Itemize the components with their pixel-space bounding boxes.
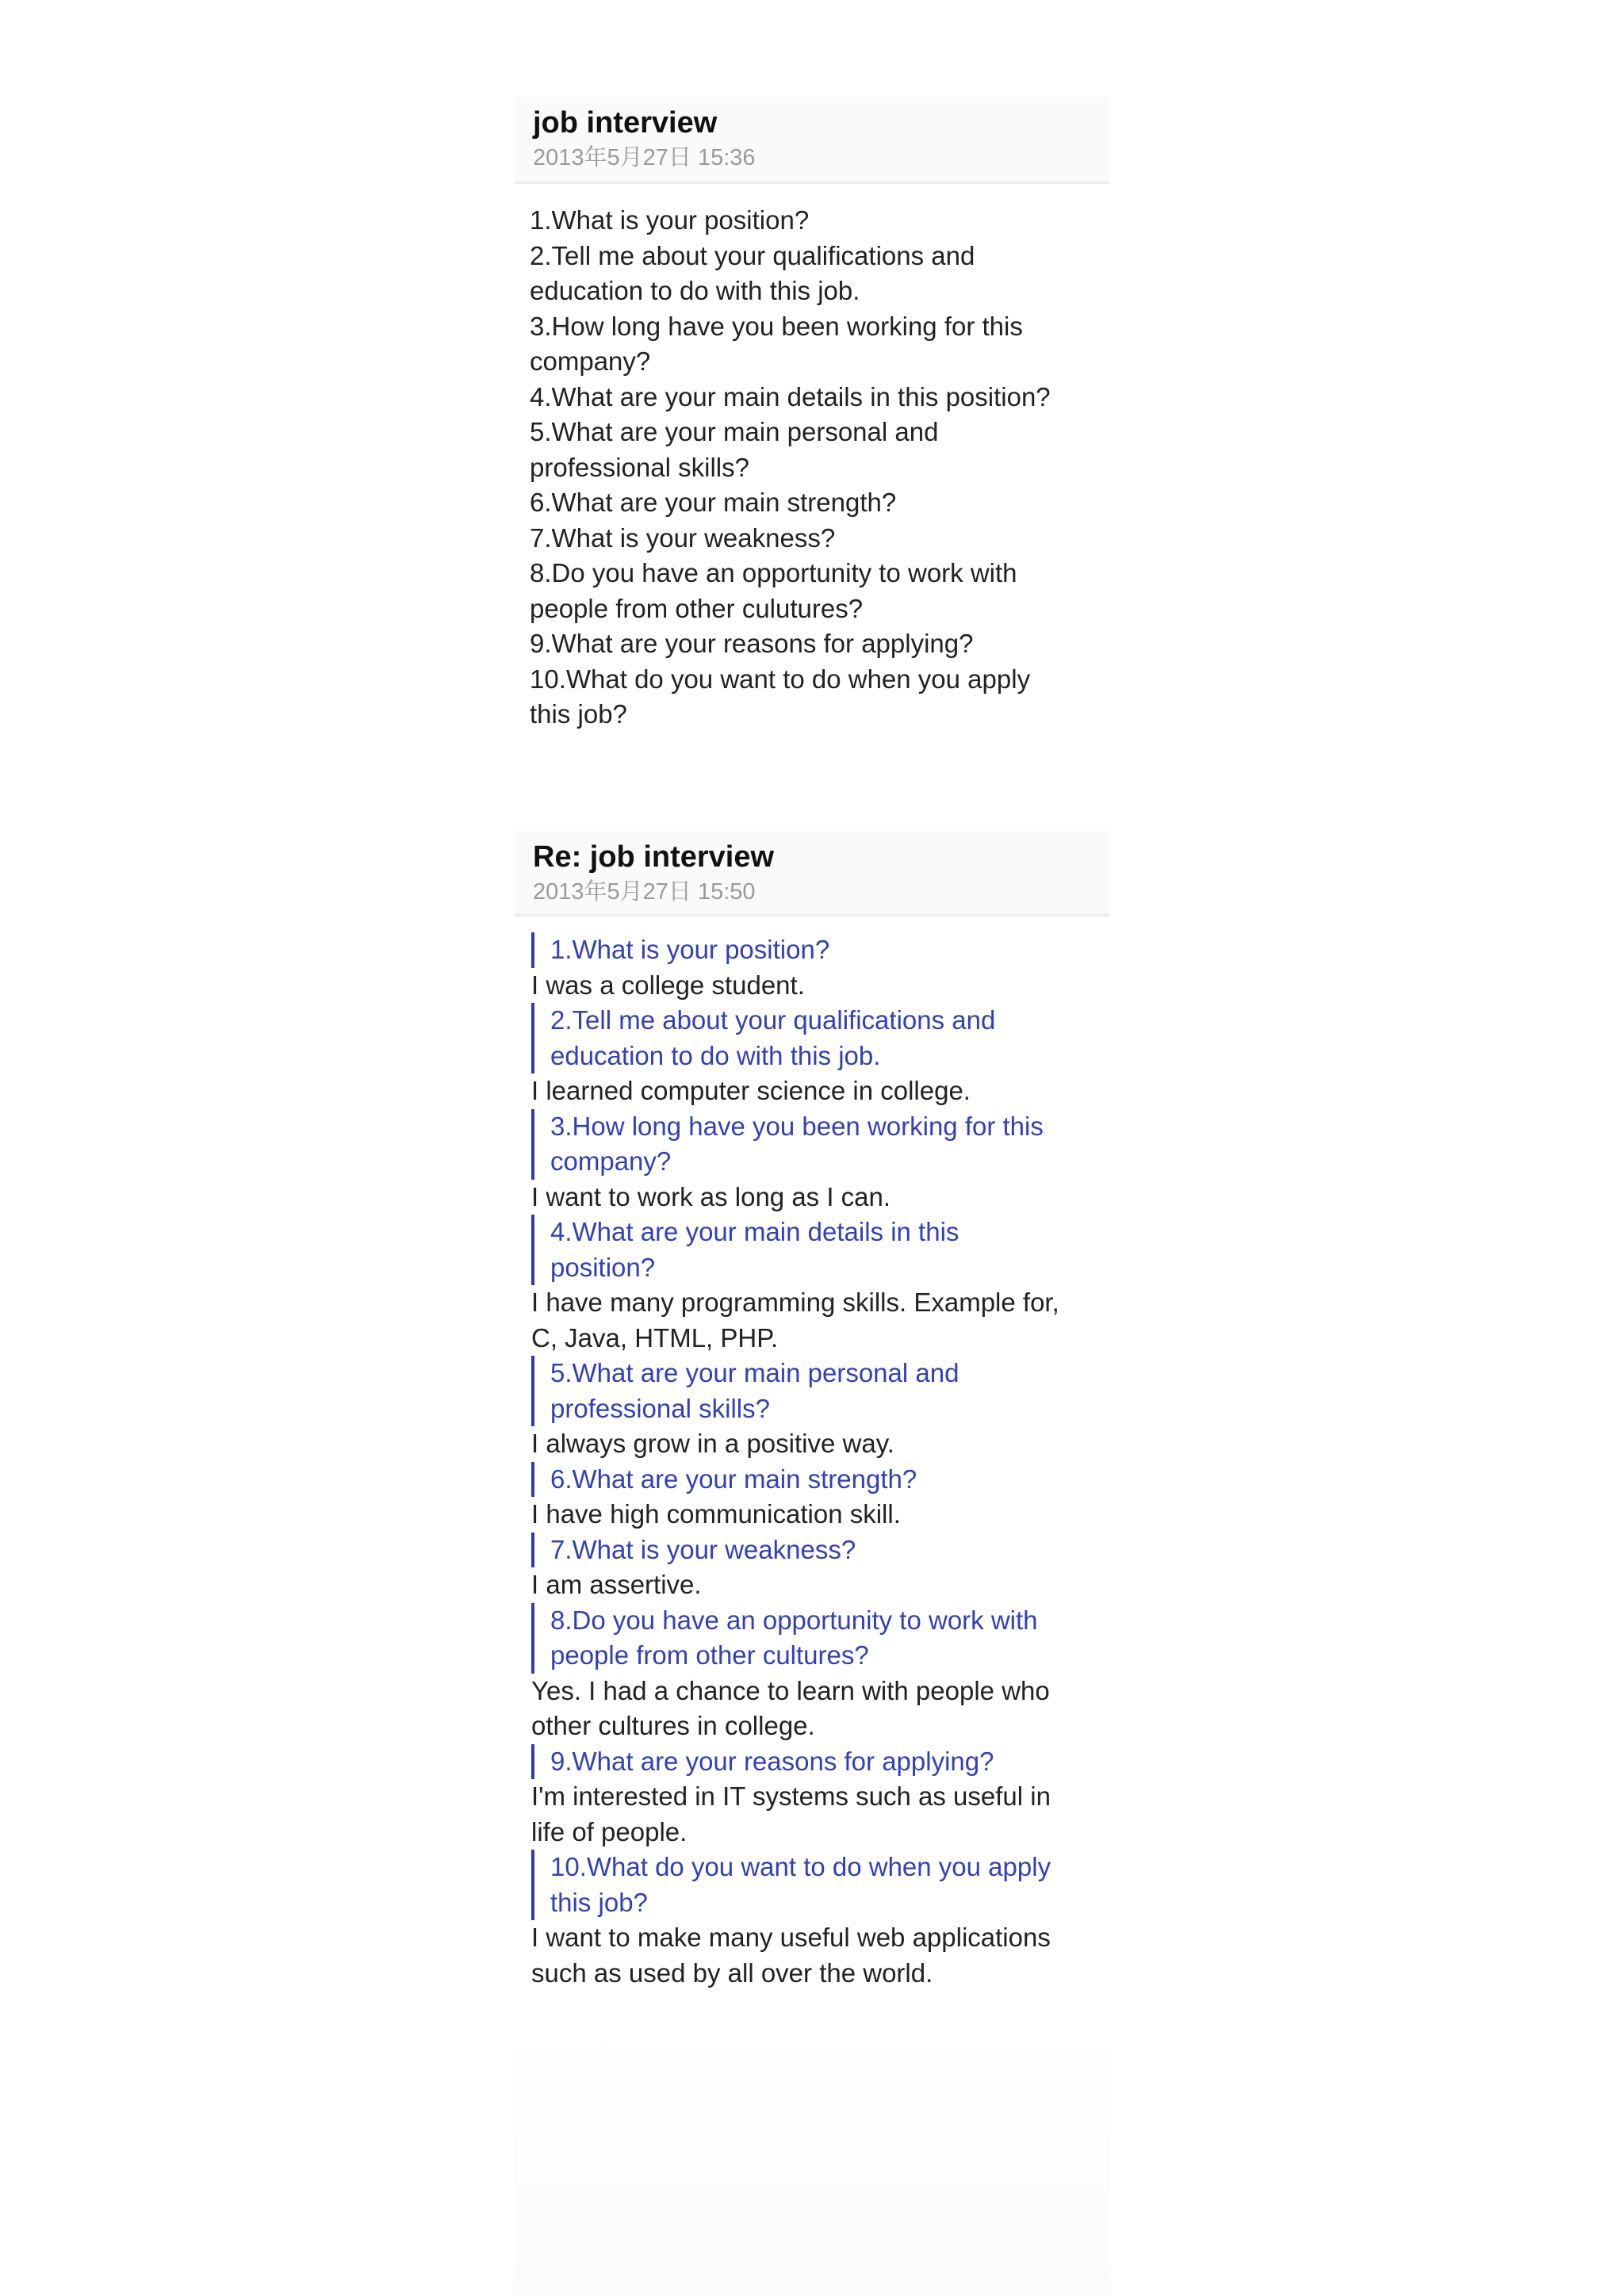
email-timestamp: 2013年5月27日 15:50 — [533, 879, 756, 905]
quoted-line: 10.What do you want to do when you apply — [550, 1852, 1051, 1881]
body-line: 7.What is your weakness? — [530, 522, 836, 553]
body-line: 5.What are your main personal and — [530, 417, 939, 446]
quoted-line: 4.What are your main details in this — [550, 1217, 959, 1246]
quoted-question — [531, 1003, 1096, 1073]
email-subject: job interview — [533, 106, 718, 140]
body-line: this job? — [530, 699, 627, 729]
answer-line: Yes. I had a chance to learn with people who — [531, 1675, 1050, 1705]
answer-line: I'm interested in IT systems such as useful in — [531, 1781, 1051, 1811]
body-line: 3.How long have you been working for this — [530, 311, 1023, 341]
quoted-line: 5.What are your main personal and — [550, 1358, 959, 1387]
quoted-question — [531, 1603, 1096, 1674]
body-line: 6.What are your main strength? — [530, 488, 897, 517]
answer — [531, 1779, 1096, 1850]
body-line: 10.What do you want to do when you apply — [530, 664, 1031, 694]
answer — [531, 1674, 1096, 1744]
quoted-line: people from other cultures? — [550, 1640, 869, 1670]
body-line: company? — [530, 346, 651, 376]
email-header — [514, 831, 1110, 916]
body-line: professional skills? — [530, 452, 749, 482]
answer-line: I want to make many useful web applications — [531, 1923, 1051, 1952]
body-line: people from other culutures? — [530, 593, 864, 623]
quoted-line: 1.What is your position? — [550, 935, 830, 964]
quoted-question — [531, 932, 1096, 968]
answer — [531, 1285, 1096, 1356]
answer-line: life of people. — [531, 1816, 688, 1846]
quoted-line: company? — [550, 1146, 672, 1176]
answer-line: C, Java, HTML, PHP. — [531, 1322, 779, 1353]
answer — [531, 1180, 1096, 1215]
quoted-line: education to do with this job. — [550, 1040, 881, 1070]
answer-line: I always grow in a positive way. — [531, 1429, 894, 1458]
quoted-line: 9.What are your reasons for applying? — [550, 1746, 994, 1776]
quoted-question — [531, 1462, 1096, 1498]
body-line: 4.What are your main details in this position? — [530, 381, 1051, 411]
answer-line: I was a college student. — [531, 970, 805, 1000]
body-line: 8.Do you have an opportunity to work with — [530, 558, 1017, 587]
answer-line: I want to work as long as I can. — [531, 1181, 891, 1211]
quoted-line: this job? — [550, 1887, 648, 1917]
body-line: 9.What are your reasons for applying? — [530, 629, 974, 658]
quoted-question — [531, 1850, 1096, 1920]
quoted-line: 6.What are your main strength? — [550, 1464, 917, 1494]
quoted-line: professional skills? — [550, 1393, 770, 1423]
answer-line: I have many programming skills. Example for, — [531, 1288, 1059, 1317]
quoted-line: 3.How long have you been working for this — [550, 1111, 1044, 1141]
answer-line: I have high communication skill. — [531, 1499, 901, 1529]
email-subject: Re: job interview — [533, 840, 775, 874]
answer — [531, 1073, 1096, 1109]
body-line: education to do with this job. — [530, 276, 860, 305]
quoted-line: 2.Tell me about your qualifications and — [550, 1005, 996, 1035]
answer — [531, 1920, 1096, 1991]
answer — [531, 1567, 1096, 1603]
answer-line: such as used by all over the world. — [531, 1957, 933, 1988]
quoted-line: 7.What is your weakness? — [550, 1534, 856, 1564]
answer-line: other cultures in college. — [531, 1711, 815, 1740]
quoted-line: position? — [550, 1252, 656, 1282]
answer-line: I am assertive. — [531, 1570, 702, 1599]
body-line: 1.What is your position? — [530, 205, 810, 235]
original-email — [514, 97, 1110, 755]
email-body — [514, 916, 1110, 1991]
email-body — [514, 184, 1101, 733]
quoted-question — [531, 1109, 1096, 1180]
reply-email — [514, 831, 1110, 2296]
email-header — [514, 97, 1110, 184]
answer — [531, 1497, 1096, 1533]
email-timestamp: 2013年5月27日 15:36 — [533, 145, 756, 170]
body-line: 2.Tell me about your qualifications and — [530, 240, 975, 270]
quoted-question — [531, 1356, 1096, 1426]
answer-line: I learned computer science in college. — [531, 1076, 971, 1105]
quoted-line: 8.Do you have an opportunity to work with — [550, 1605, 1038, 1635]
quoted-question — [531, 1215, 1096, 1285]
quoted-question — [531, 1533, 1096, 1568]
answer — [531, 1426, 1096, 1462]
quoted-question — [531, 1744, 1096, 1780]
answer — [531, 968, 1096, 1004]
